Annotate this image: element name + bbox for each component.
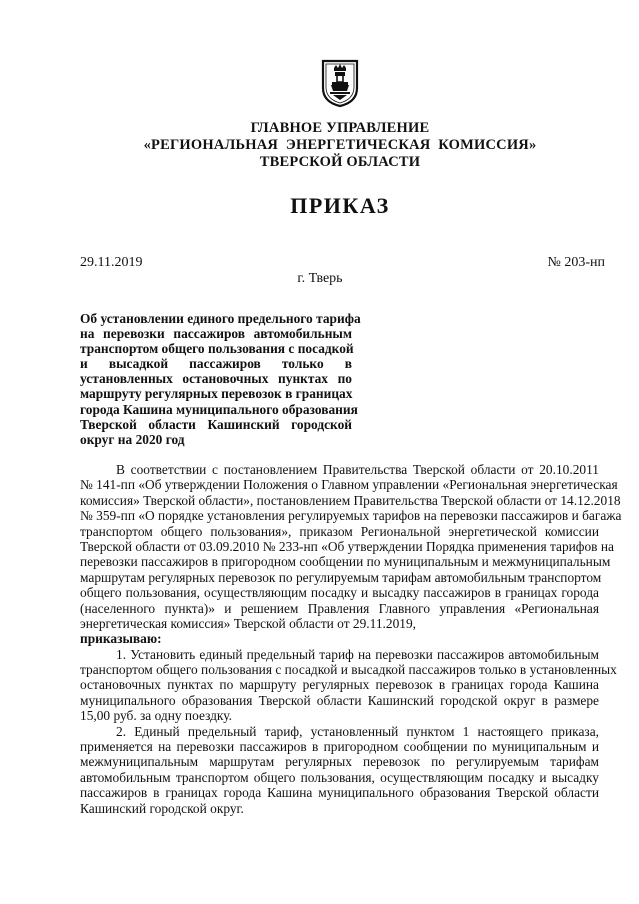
preamble-line: № 359-пп «О порядке установления регулируемых тарифов на перевозки пассажиров и багажа [80, 508, 622, 524]
subject-line: и высадкой пассажиров только в [80, 356, 352, 372]
preamble-line: маршрутам регулярных перевозок по регулируемым тарифам автомобильным транспортом [80, 569, 602, 585]
preamble-line: общего пользования, осуществляющим посадку и высадку пассажиров в границах города [80, 585, 599, 601]
subject-line: Тверской области Кашинский городской [80, 416, 352, 432]
item-1-line: 15,00 руб. за одну поездку. [80, 708, 232, 724]
document-type-title: ПРИКАЗ [290, 193, 390, 218]
document-city: г. Тверь [297, 271, 343, 286]
item-1-line: транспортом общего пользования с посадкой и высадкой пассажиров только в установленных [80, 662, 617, 678]
preamble-line: комиссия» Тверской области», постановлением Правительства Тверской области от 14.12.2018 [80, 492, 621, 508]
document-body [80, 462, 622, 816]
item-2-line: Кашинский городской округ. [80, 800, 244, 816]
org-name-line-1: ГЛАВНОЕ УПРАВЛЕНИЕ [250, 120, 430, 136]
subject-line: округ на 2020 год [80, 431, 185, 447]
preamble-line: В соответствии с постановлением Правительства Тверской области от 20.10.2011 [116, 462, 599, 477]
item-2-line: применяется на перевозки пассажиров в пригородном сообщении по муниципальным и [80, 739, 599, 755]
subject-line: города Кашина муниципального образования [80, 401, 358, 417]
item-1-line: муниципального образования Тверской области Кашинский городской округ в размере [80, 692, 599, 708]
preamble-line: транспортом общего пользования», приказом Региональной энергетической комиссии [80, 523, 599, 539]
item-2-line: 2. Единый предельный тариф, установленный пунктом 1 настоящего приказа, [116, 723, 599, 739]
org-name-line-3: ТВЕРСКОЙ ОБЛАСТИ [259, 154, 421, 170]
org-name-line-2: «РЕГИОНАЛЬНАЯ ЭНЕРГЕТИЧЕСКАЯ КОМИССИЯ» [143, 137, 537, 153]
subject-line: транспортом общего пользования с посадкой [80, 341, 354, 357]
document-subject [80, 311, 361, 447]
preamble-line: энергетическая комиссия» Тверской области от 29.11.2019, [80, 615, 417, 631]
subject-line: на перевозки пассажиров автомобильным [80, 326, 352, 342]
subject-line: маршруту регулярных перевозок в границах [80, 386, 353, 402]
coat-of-arms-icon [320, 58, 360, 108]
subject-line: Об установлении единого предельного тарифа [80, 311, 361, 326]
item-2-line: пассажиров в границах города Кашина муниципального образования Тверской области [80, 785, 599, 801]
item-1-line: остановочных пунктах по маршруту регулярных перевозок в границах города Кашина [80, 677, 599, 693]
subject-line: установленных остановочных пунктах по [80, 371, 352, 387]
document-date: 29.11.2019 [80, 255, 143, 270]
preamble-line: № 141-пп «Об утверждении Положения о Главном управлении «Региональная энергетическая [80, 477, 618, 493]
document-number: № 203-нп [547, 255, 605, 270]
preamble-line: (населенного пункта)» и решением Правления Главного управления «Региональная [80, 600, 599, 616]
order-word: приказываю: [80, 631, 162, 647]
item-1-line: 1. Установить единый предельный тариф на перевозки пассажиров автомобильным [116, 646, 599, 662]
item-2-line: межмуниципальным маршрутам регулярных перевозок по регулируемым тарифам [80, 754, 599, 770]
preamble-line: Тверской области от 03.09.2010 № 233-нп «Об утверждении Порядка применения тарифов на [80, 538, 614, 554]
preamble-line: перевозки пассажиров в пригородном сообщении по муниципальным и межмуниципальным [80, 554, 611, 570]
item-2-line: автомобильным транспортом общего пользования, осуществляющим посадку и высадку [80, 769, 599, 785]
